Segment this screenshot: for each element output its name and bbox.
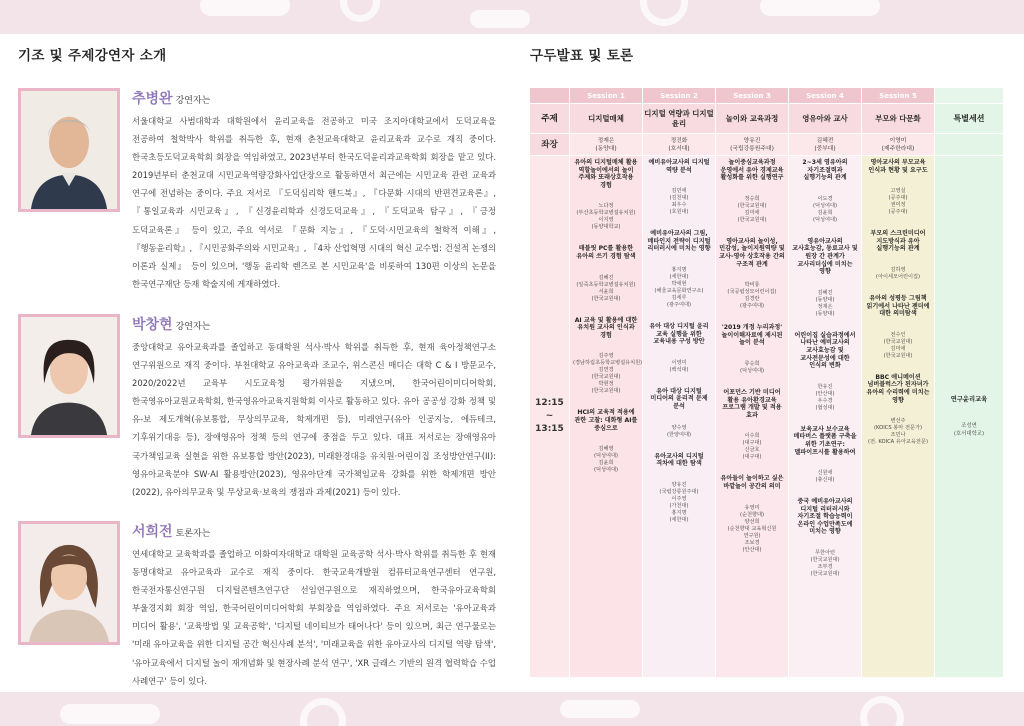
speaker-affiliation: (한국교원대)	[883, 338, 913, 345]
speaker-name: 신원애	[817, 470, 833, 477]
talk-speakers	[646, 482, 712, 524]
speaker-name: 이영미	[671, 359, 687, 366]
theme-row-label: 주제	[530, 104, 570, 134]
talk-block	[643, 159, 715, 216]
talk-block	[643, 323, 715, 374]
chair-name: 이영미	[889, 137, 907, 144]
talk-block	[716, 159, 788, 224]
chair-name: 김혜전	[816, 137, 834, 144]
talk-title: 유아의 디지털매체 활용 역할놀이에서의 놀이 주제와 또래상호작용 경험	[574, 159, 638, 189]
speaker-affiliation: (한국교원대)	[810, 571, 840, 578]
chair-affiliation: (제주한라대)	[881, 145, 915, 152]
speaker-affiliation: (가천대)	[669, 502, 689, 509]
talk-speakers	[792, 384, 858, 412]
speaker-name: 김경란	[744, 296, 760, 303]
talk-speakers	[573, 446, 639, 474]
speaker-name-line	[132, 521, 496, 541]
speaker-name: 박애현	[671, 280, 687, 287]
talk-speakers	[573, 275, 639, 303]
speaker-name: 홍지명	[671, 266, 687, 273]
speaker-affiliation: (총신대)	[815, 477, 835, 484]
speaker-affiliation: (국립강릉원주대)	[659, 488, 699, 495]
speaker-affiliation: (덕성여대)	[593, 467, 619, 474]
presentation-row	[530, 156, 1008, 678]
talk-speakers	[792, 290, 858, 318]
band-shape	[560, 700, 640, 718]
speaker-name: 한유진	[817, 383, 833, 390]
oral-presentation-section	[530, 44, 1008, 684]
session-theme: 놀이와 교육과정	[716, 104, 789, 134]
speaker-bio: 연세대학교 교육학과를 졸업하고 이화여자대학교 대학원 교육공학 석사·박사 학위를 취득한 후 현재 동명대학교 유아교육과 교수로 재직 중이다. 한국교육개발원 컴퓨터교육연구센터 연구원, 한국전자통신연구원 디지털콘텐츠연구단 선임연구원으로 재직하였으며, 한국유아교육학회 부울경지회 회장 역임, 한국어린이미디어학회 부회장을 역임하였다. 주요 저서로는 '유아교육과 미디어 활용', '교육방법 및 교육공학', '디지털 네이티브가 태어나다' 등이 있으며, 최근 연구물로는 '미래 유아교육을 위한 디지털 공간 혁신사례 분석', '미래교육을 위한 유아교사의 디지털 역량 탐색', '유아교육에서 디지털 놀이 재개념화 및 현장사례 분석 연구', 'XR 글래스 기반의 원격 협력학습 수업 사례연구' 등이 있다.	[132, 549, 496, 686]
speaker-intro-section	[18, 44, 496, 684]
chair-row	[530, 134, 1008, 156]
speaker-name: 조민나	[890, 432, 906, 439]
talk-title: BBC 애니메이션 넘버블럭스가 된자녀가 유아의 수리력에 미치는 영향	[866, 373, 930, 404]
speaker-name: 김미애	[890, 345, 906, 352]
speaker-affiliation: (한국교원대)	[737, 216, 767, 223]
talk-block	[789, 332, 861, 412]
talk-title: 보육교사 보수교육 메타버스 플랫폼 구축을 위한 기초연구: 멜파이프시를 활용하여	[793, 425, 857, 456]
speaker-name: 권미정	[890, 202, 906, 209]
talk-title: 유아들이 놀이하고 싶은 바깥놀이 공간의 의미	[720, 475, 784, 490]
talk-block	[716, 238, 788, 310]
session-talks	[643, 156, 716, 678]
speaker-affiliation: (한양여대)	[666, 431, 692, 438]
talk-speakers	[646, 188, 712, 216]
speaker-affiliation: (안산대)	[742, 546, 762, 553]
special-session-cell	[935, 156, 1003, 678]
talk-block	[643, 453, 715, 524]
speaker-name: 조부경	[817, 564, 833, 571]
speaker-name: 이수희	[744, 433, 760, 440]
session-header: Session 2	[643, 88, 716, 104]
band-shape	[470, 10, 530, 28]
speaker-name: 김주영	[598, 353, 614, 360]
talk-title: 유아 대상 디지털 미디어의 윤리적 문제 분석	[650, 387, 708, 410]
theme-row	[530, 104, 1008, 134]
speaker-name: 이지영	[598, 217, 614, 224]
speaker-name: 서윤희	[598, 288, 614, 295]
speaker-name: 김미애	[744, 209, 760, 216]
header-corner	[530, 88, 570, 104]
session-header: Session 4	[789, 88, 862, 104]
speaker-name: 김윤희	[598, 460, 614, 467]
talk-title: 중국 예비유아교사의 디지털 리터러시와 자기조절 학습능력이 온라인 수업만족도에 미치는 영향	[797, 498, 853, 536]
speaker-role: 강연자는	[175, 322, 211, 332]
talk-title: AI 교육 및 활용에 대한 유치원 교사의 인식과 경험	[574, 316, 638, 339]
speaker-photo	[18, 88, 120, 212]
speaker-name: 김하영	[890, 266, 906, 273]
portrait-icon	[21, 524, 117, 642]
talk-title: 놀이중심교육과정 운영에서 유아 경제교육 활성화를 위한 실행연구	[720, 159, 784, 182]
speaker-name: 김혜영	[598, 446, 614, 453]
speaker-role: 강연자는	[175, 96, 211, 106]
speaker-name: 최우수	[671, 202, 687, 209]
special-session-topic: 연구윤리교육	[950, 395, 988, 403]
talk-speakers	[646, 425, 712, 439]
speaker-name: 전수인	[890, 331, 906, 338]
special-session-title: 특별세션	[935, 104, 1003, 134]
speaker-affiliation: (아이세모어린이집)	[875, 273, 921, 280]
talk-title: 태블릿 PC를 활용한 유아의 쓰기 경험 탐색	[576, 245, 636, 260]
talk-block	[862, 295, 934, 360]
session-header: Session 3	[716, 88, 789, 104]
talk-speakers	[865, 332, 931, 360]
speaker-affiliation: (동양대)	[815, 310, 835, 317]
speaker-affiliation: (김천대)	[669, 195, 689, 202]
talk-block	[716, 389, 788, 461]
session-chair	[716, 134, 789, 156]
talk-title: 2~3세 영유아의 자기조절력과 실행기능의 관계	[802, 159, 848, 182]
speaker-affiliation: (부산초등학교병설유치원)	[576, 210, 636, 217]
talk-block	[789, 159, 861, 224]
speaker-affiliation: (전. KOICA 유아교육전문)	[868, 439, 928, 446]
talk-block	[570, 409, 642, 474]
talk-speakers	[792, 550, 858, 578]
talk-title: 영유아교사의 교사효능감, 동료교사 및 원장 간 관계가 교사리더십에 미치는 영향	[792, 237, 858, 276]
speaker-affiliation: (한국교원대)	[737, 202, 767, 209]
talk-block	[643, 388, 715, 439]
time-end: 13:15	[535, 424, 564, 434]
speaker-affiliation: (순천향대)	[739, 511, 765, 518]
session-header: Session 1	[570, 88, 643, 104]
talk-block	[716, 475, 788, 553]
speaker-affiliation: (대구대)	[742, 454, 762, 461]
session-talks	[570, 156, 643, 678]
talk-title: '2019 개정 누리과정' 놀이이해자료에 제시된 놀이 분석	[721, 324, 783, 347]
talk-speakers	[792, 470, 858, 484]
talk-title: 예비유아교사의 디지털 역량 분석	[648, 159, 710, 174]
speaker-affiliation: (순천향대 교육혁신원 연구원)	[727, 525, 777, 539]
speaker-affiliation: (일죽초등학교병설유치원)	[576, 281, 636, 288]
talk-block	[643, 230, 715, 309]
speaker-name: 고영실	[890, 188, 906, 195]
speaker-affiliation: (안산대)	[815, 390, 835, 397]
speaker-affiliation: (한국교원대)	[810, 557, 840, 564]
speaker-name: 김민애	[671, 188, 687, 195]
speaker-affiliation: (광주여대)	[666, 301, 692, 308]
portrait-icon	[21, 91, 117, 209]
talk-title: HCI의 교육적 적용에 관한 고찰: 대화형 AI를 중심으로	[574, 409, 638, 432]
special-session-speakers	[954, 422, 984, 438]
time-separator: ~	[545, 411, 554, 421]
speaker-affiliation: (한국교원대)	[591, 388, 621, 395]
talk-block	[570, 317, 642, 396]
speaker-name: 양선희	[744, 518, 760, 525]
talk-title: 유아의 성평등 그림책 읽기에서 나타난 젠더에 대한 의미탐색	[866, 294, 930, 318]
talk-speakers	[792, 196, 858, 224]
session-theme: 디지털매체	[570, 104, 643, 134]
session-theme: 영유아와 교사	[789, 104, 862, 134]
speaker-name: 박창현	[132, 317, 173, 333]
session-chair	[643, 134, 716, 156]
talk-speakers	[719, 505, 785, 554]
speaker-name: 김연경	[598, 367, 614, 374]
talk-title: 유아교사의 디지털 격차에 대한 탐색	[654, 452, 704, 468]
special-chair-empty	[935, 134, 1003, 156]
band-ring	[340, 0, 380, 22]
talk-title: 예비유아교사의 그림, 메타인지 전략이 디지털 리터러시에 미치는 영향	[647, 230, 711, 253]
speaker-name: 추병완	[132, 91, 173, 107]
speaker-name: 우수경	[817, 397, 833, 404]
band-shape	[760, 0, 880, 16]
talk-title: 유아 대상 디지털 윤리 교육 실행을 위한 교육내용 구성 방안	[649, 322, 709, 346]
talk-title: 어린이집 실습과정에서 나타난 예비교사의 교사효능감 및 교사전문성에 대한 인식의 변화	[794, 331, 856, 370]
speaker-affiliation: (KOICS 봉마 전문가)	[873, 425, 923, 432]
speaker-name: 정승희	[744, 195, 760, 202]
speaker-affiliation: (한국교원대)	[883, 352, 913, 359]
time-slot	[530, 156, 570, 678]
speaker-affiliation: (덕성여대)	[593, 453, 619, 460]
speaker-name: 홍지명	[671, 509, 687, 516]
session-theme: 부모와 다문화	[862, 104, 935, 134]
special-speaker-name: 조성연	[961, 422, 977, 429]
speaker-affiliation: (호원대)	[669, 209, 689, 216]
speaker-affiliation: (한국교원대)	[591, 295, 621, 302]
speaker-bio: 중앙대학교 유아교육과를 졸업하고 동대학원 석사·박사 학위를 취득한 후, 현재 육아정책연구소 연구위원으로 재직 중이다. 부천대학교 유아교육과 조교수, 위스콘신 매디슨 대학 C & I 방문교수, 2020/2022년 교육부 시도교육청 평가위원을 지냈으며, 한국어린이미디어학회, 한국영유아교원교육학회, 한국영유아교육지원학회 이사로 활동하고 있다. 유아 공공성 강화 정책 및 유-보 제도개혁(유보통합, 무상의무교육, 학제개편 등), 미래연구(유아 인공지능, 에듀테크, 기후위기대응 등), 장애영유아 정책 등의 연구에 중점을 두고 있다. 대표 저서로는 장애영유아 국가책임교육 실현을 위한 유보통합 방안(2023), 미래환경대응 유치원·어린이집 조성방안연구(II): 영유아교육분야 SW·AI 활용방안(2023), 영유아단계 국가책임교육 강화를 위한 학제개편 방안(2022), 유아의무교육 및 무상교육·보육의 쟁점과 과제(2021) 등이 있다.	[132, 342, 496, 497]
bottom-decorative-band	[0, 692, 1024, 726]
speaker-name: 노다정	[598, 203, 614, 210]
speaker-name: 류승희	[744, 360, 760, 367]
speaker-section-title: 기조 및 주제강연자 소개	[18, 48, 167, 64]
talk-speakers	[865, 188, 931, 216]
chair-name: 정진화	[670, 137, 688, 144]
speaker-affiliation: (한국교원대)	[591, 374, 621, 381]
speaker-name: 서희전	[132, 524, 173, 540]
speaker-name: 양유진	[671, 481, 687, 488]
talk-block	[570, 245, 642, 302]
talk-title: 부모의 스크린미디어 지도방식과 유아 실행기능의 관계	[870, 230, 926, 253]
speaker-affiliation: (덕성여대)	[812, 202, 838, 209]
speaker-name: 양수영	[671, 424, 687, 431]
speaker-name: 김세루	[671, 294, 687, 301]
talk-title: 어포던스 기반 미디어 활용 유아환경교육 프로그램 개발 및 적용 효과	[722, 388, 782, 419]
speaker-affiliation: (덕성여대)	[739, 367, 765, 374]
speaker-bio: 서울대학교 사범대학과 대학원에서 윤리교육을 전공하고 미국 조지아대학교에서 도덕교육을 전공하여 철학박사 학위를 취득한 후, 현재 춘천교육대학교 윤리교육과 교수로 재직 중이다. 한국초등도덕교육학회 회장을 역임하였고, 2023년부터 한국도덕윤리과교육학회 회장을 맡고 있다. 2019년부터 춘천교대 시민교육역량강화사업단장으로 활동하면서 최근에는 시민교육 관련 교육과 연구에 전념하는 중이다. 주요 저서로 『도덕심리학 핸드북』, 『다문화 시대의 반편견교육론』, 『통일교육과 시민교육』, 『신경윤리학과 신경도덕교육』, 『도덕교육 탐구』, 『긍정 도덕교육론』 등이 있고, 주요 역서로 『문화 지능』, 『도덕·시민교육의 철학적 이해』, 『행동윤리학』, 『시민공화주의와 시민교육』, 『4차 산업혁명 시대의 혁신 교수법: 건설적 논쟁의 이론과 실제』 등이 있으며, '행동 윤리학 렌즈로 본 시민교육'을 비롯하여 130편 이상의 논문을 한국연구재단 등재 학술지에 게재하였다.	[132, 116, 496, 289]
speaker-affiliation: (동양대)	[815, 296, 835, 303]
speaker-name: 김윤희	[817, 209, 833, 216]
talk-block	[862, 374, 934, 446]
talk-block	[862, 159, 934, 216]
talk-speakers	[719, 433, 785, 461]
band-shape	[200, 0, 290, 16]
session-chair	[862, 134, 935, 156]
band-ring	[300, 698, 346, 726]
portrait-icon	[21, 317, 117, 435]
chair-affiliation: (중부대)	[814, 145, 836, 152]
speaker-affiliation: (대구대)	[742, 440, 762, 447]
top-decorative-band	[0, 0, 1024, 34]
band-shape	[60, 704, 160, 724]
speaker-affiliation: (세한대)	[669, 273, 689, 280]
talk-speakers	[573, 203, 639, 231]
speaker-name: 이주영	[671, 495, 687, 502]
speaker-name: 박현정	[598, 381, 614, 388]
speaker-name: 유영미	[744, 504, 760, 511]
talk-speakers	[719, 282, 785, 310]
session-chair	[570, 134, 643, 156]
talk-speakers	[719, 361, 785, 375]
chair-affiliation: (동양대)	[595, 145, 617, 152]
speaker-photo	[18, 521, 120, 645]
session-header-row	[530, 88, 1008, 104]
session-talks	[789, 156, 862, 678]
speaker-affiliation: (덕성여대)	[812, 216, 838, 223]
speaker-name: 김혜진	[598, 274, 614, 281]
chair-name: 정재은	[597, 137, 615, 144]
speaker-affiliation: (협성대)	[815, 404, 835, 411]
speaker-affiliation: (광주여대)	[739, 303, 765, 310]
speaker-role: 토론자는	[175, 529, 211, 539]
session-talks	[716, 156, 789, 678]
speaker-name: 이도경	[817, 195, 833, 202]
talk-block	[789, 238, 861, 318]
talk-speakers	[646, 267, 712, 309]
talk-block	[716, 324, 788, 375]
talk-title: 영아교사의 놀이성, 민감성, 놀이지원역량 및 교사-영아 상호작용 간의 구조적 관계	[719, 237, 785, 268]
speaker-affiliation: (세한대)	[669, 516, 689, 523]
talk-speakers	[865, 418, 931, 446]
talk-title: 영아교사의 부모교육 인식과 현황 및 요구도	[868, 159, 928, 174]
speaker-affiliation: (공주대)	[888, 209, 908, 216]
speaker-name: 무한아런	[814, 550, 836, 557]
band-ring	[640, 0, 688, 26]
talk-speakers	[719, 196, 785, 224]
session-header: Session 5	[862, 88, 935, 104]
session-chair	[789, 134, 862, 156]
session-talks	[862, 156, 935, 678]
speaker-name: 신금호	[744, 447, 760, 454]
speaker-affiliation: (공주대)	[888, 195, 908, 202]
speaker-photo	[18, 314, 120, 438]
speaker-affiliation: (백석대)	[669, 366, 689, 373]
chair-row-label: 좌장	[530, 134, 570, 156]
talk-block	[862, 230, 934, 281]
program-grid	[530, 88, 1008, 678]
speaker-name-line	[132, 88, 496, 108]
talk-speakers	[573, 353, 643, 395]
talk-speakers	[865, 267, 931, 281]
chair-affiliation: (호서대)	[668, 145, 690, 152]
speaker-name-line	[132, 314, 496, 334]
time-start: 12:15	[535, 398, 564, 408]
talk-block	[789, 498, 861, 578]
special-header	[935, 88, 1003, 104]
speaker-affiliation: (경남하림초등학교병설유치원)	[573, 360, 643, 367]
chair-affiliation: (국립강릉원주대)	[730, 145, 774, 152]
speaker-name: 박비룡	[744, 282, 760, 289]
speaker-name: 김혜진	[817, 289, 833, 296]
special-speaker-affiliation: (호서대학교)	[953, 430, 985, 437]
speaker-name: 정재은	[817, 303, 833, 310]
program-section-title: 구두발표 및 토론	[530, 48, 634, 64]
speaker-name: 변선주	[890, 418, 906, 425]
band-ring	[860, 696, 904, 726]
speaker-affiliation: (해울교육문화연구소)	[654, 287, 704, 294]
session-theme: 디지털 역량과 디지털 윤리	[643, 104, 716, 134]
talk-block	[570, 159, 642, 231]
talk-speakers	[646, 360, 712, 374]
speaker-name: 조보경	[744, 539, 760, 546]
chair-name: 양유진	[743, 137, 761, 144]
talk-block	[789, 426, 861, 484]
speaker-affiliation: (동양대학교)	[591, 224, 621, 231]
speaker-affiliation: (국공립성모어린이집)	[727, 289, 777, 296]
